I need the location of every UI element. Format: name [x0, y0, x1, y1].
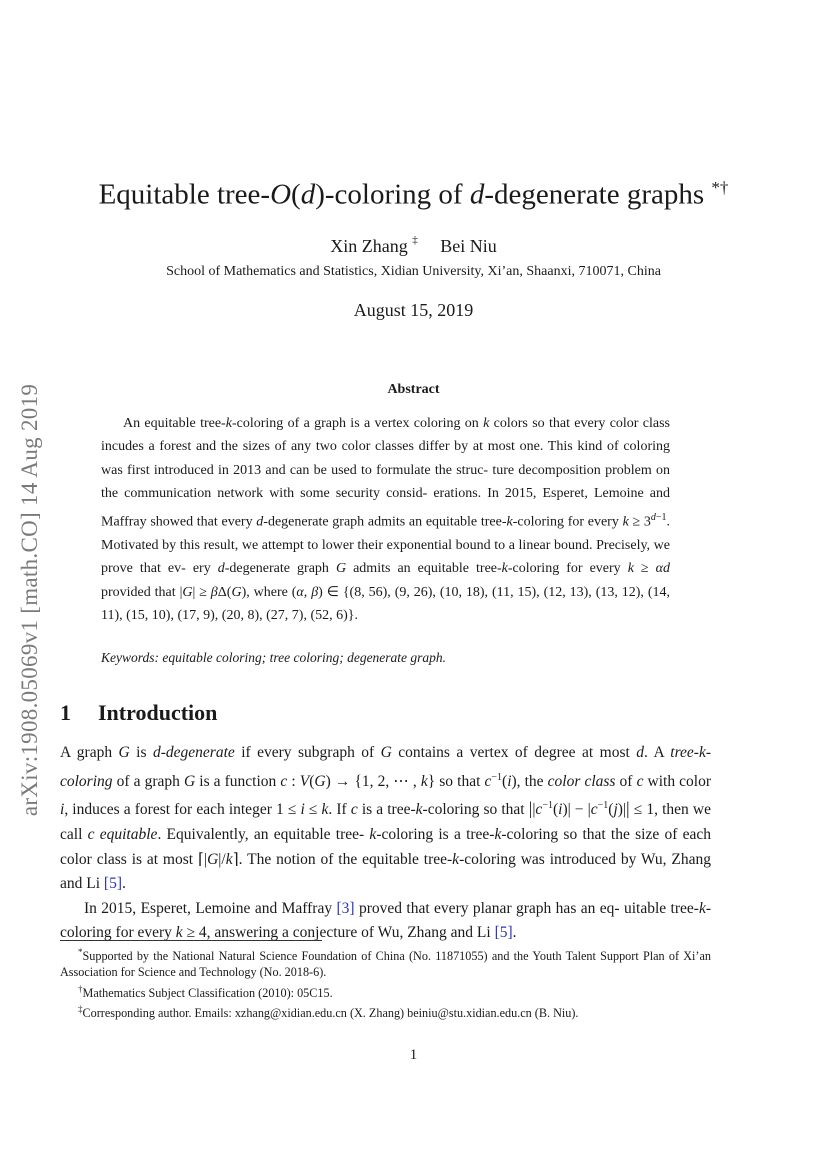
section-title: Introduction [98, 700, 218, 725]
title-part: d [300, 178, 316, 211]
footnote-mark: ‡ [78, 1004, 83, 1015]
footnote-1 [60, 944, 711, 981]
affiliation: School of Mathematics and Statistics, Xidian University, Xi’an, Shaanxi, 710071, China [166, 264, 661, 279]
keywords: Keywords: equitable coloring; tree coloring; degenerate graph. [101, 650, 447, 665]
title-part: -degenerate graphs [484, 178, 712, 211]
footnote-text: Mathematics Subject Classification (2010): 05C15. [82, 985, 333, 1000]
intro-body [60, 741, 711, 946]
author-name: Xin Zhang [330, 236, 408, 256]
footnote-mark: † [78, 983, 83, 994]
footnote-2 [60, 981, 711, 1001]
footnote-text: Corresponding author. Emails: xzhang@xidian.edu.cn (X. Zhang) beiniu@stu.xidian.edu.cn (B. Niu). [82, 1006, 579, 1021]
title-part: O [270, 178, 292, 211]
footnote-text: Supported by the National Natural Science Foundation of China (No. 11871055) and the Youth Talent Support Plan of Xi’an Association for Science and Technology (No. 2018-6). [60, 949, 711, 980]
abstract-heading: Abstract [387, 382, 440, 397]
page-number: 1 [409, 1047, 418, 1063]
section-number: 1 [60, 700, 71, 725]
intro-text: proved that every planar graph has an eq- [354, 899, 620, 917]
section-heading [60, 700, 217, 726]
arxiv-stamp [7, 340, 53, 860]
footnote-mark: * [78, 947, 83, 957]
intro-paragraph-2: In 2015, Esperet, Lemoine and Maffray [3] proved that every planar graph has an eq- uitable tree-k-coloring for every k ≥ 4, answering a conjecture of Wu, Zhang and Li [5]. [60, 899, 712, 942]
arxiv-id-text: arXiv:1908.05069v1 [math.CO] 14 Aug 2019 [17, 383, 43, 817]
citation-link[interactable]: [5] [103, 875, 122, 893]
footnote-divider [60, 940, 322, 941]
title-part: Equitable tree- [98, 178, 271, 211]
title-footnote-marks: *† [711, 178, 729, 197]
author-footnote-mark: ‡ [412, 234, 418, 246]
intro-text: In 2015, Esperet, Lemoine and Maffray [84, 899, 337, 917]
abstract-body [101, 412, 670, 627]
intro-paragraph-1: A graph G is d-degenerate if every subgraph of G contains a vertex of degree at most d. A tree-k-coloring of a graph G is a function c : V(G) → {1, 2, ⋯ , k} so that $c^{-1}(i)$, the color class of c with color i, induces a forest for each integer 1 ≤ i ≤ k. If c is a tree-k-coloring so that $||c^{-1}(i)| - |c^{-1}(j)|| \le 1$, then we call c equitable. Equivalently, an equitable tree- k-coloring is a tree-k-coloring so that the size of each color class is at most ⌈|G|/k⌉. The notion of the equitable tree-k-coloring was introduced by Wu, Zhang and Li [5]. [60, 744, 712, 893]
author-list [0, 236, 827, 257]
title-part: )-coloring of [315, 178, 470, 211]
footnotes [60, 944, 711, 1022]
citation-link[interactable]: [3] [336, 899, 355, 917]
author-name: Bei Niu [440, 236, 497, 256]
publication-date: August 15, 2019 [353, 300, 474, 320]
title-part: ( [291, 178, 301, 211]
footnote-3 [60, 1001, 711, 1021]
title-part: d [469, 178, 485, 211]
citation-link[interactable]: [5] [494, 924, 513, 942]
abstract-paragraph: An equitable tree-k-coloring of a graph is a vertex coloring on k colors so that every color class incudes a forest and the sizes of any two color classes differ by at most one. This kind of coloring was first introduced in 2013 and can be used to formulate the struc- ture decomposition problem on the communication network with some security consid- erations. In 2015, Esperet, Lemoine and Maffray showed that every d-degenerate graph admits an equitable tree-k-coloring for every $k \ge 3^{d-1}$. Motivated by this result, we attempt to lower their exponential bound to a linear bound. Precisely, we prove that ev- ery d-degenerate graph G admits an equitable tree-k-coloring for every k ≥ αd provided that |G| ≥ βΔ(G), where (α, β) ∈ {(8, 56), (9, 26), (10, 18), (11, 15), (12, 13), (13, 12), (14, 11), (15, 10), (17, 9), (20, 8), (27, 7), (52, 6)}. [101, 416, 671, 623]
paper-title [0, 178, 827, 212]
